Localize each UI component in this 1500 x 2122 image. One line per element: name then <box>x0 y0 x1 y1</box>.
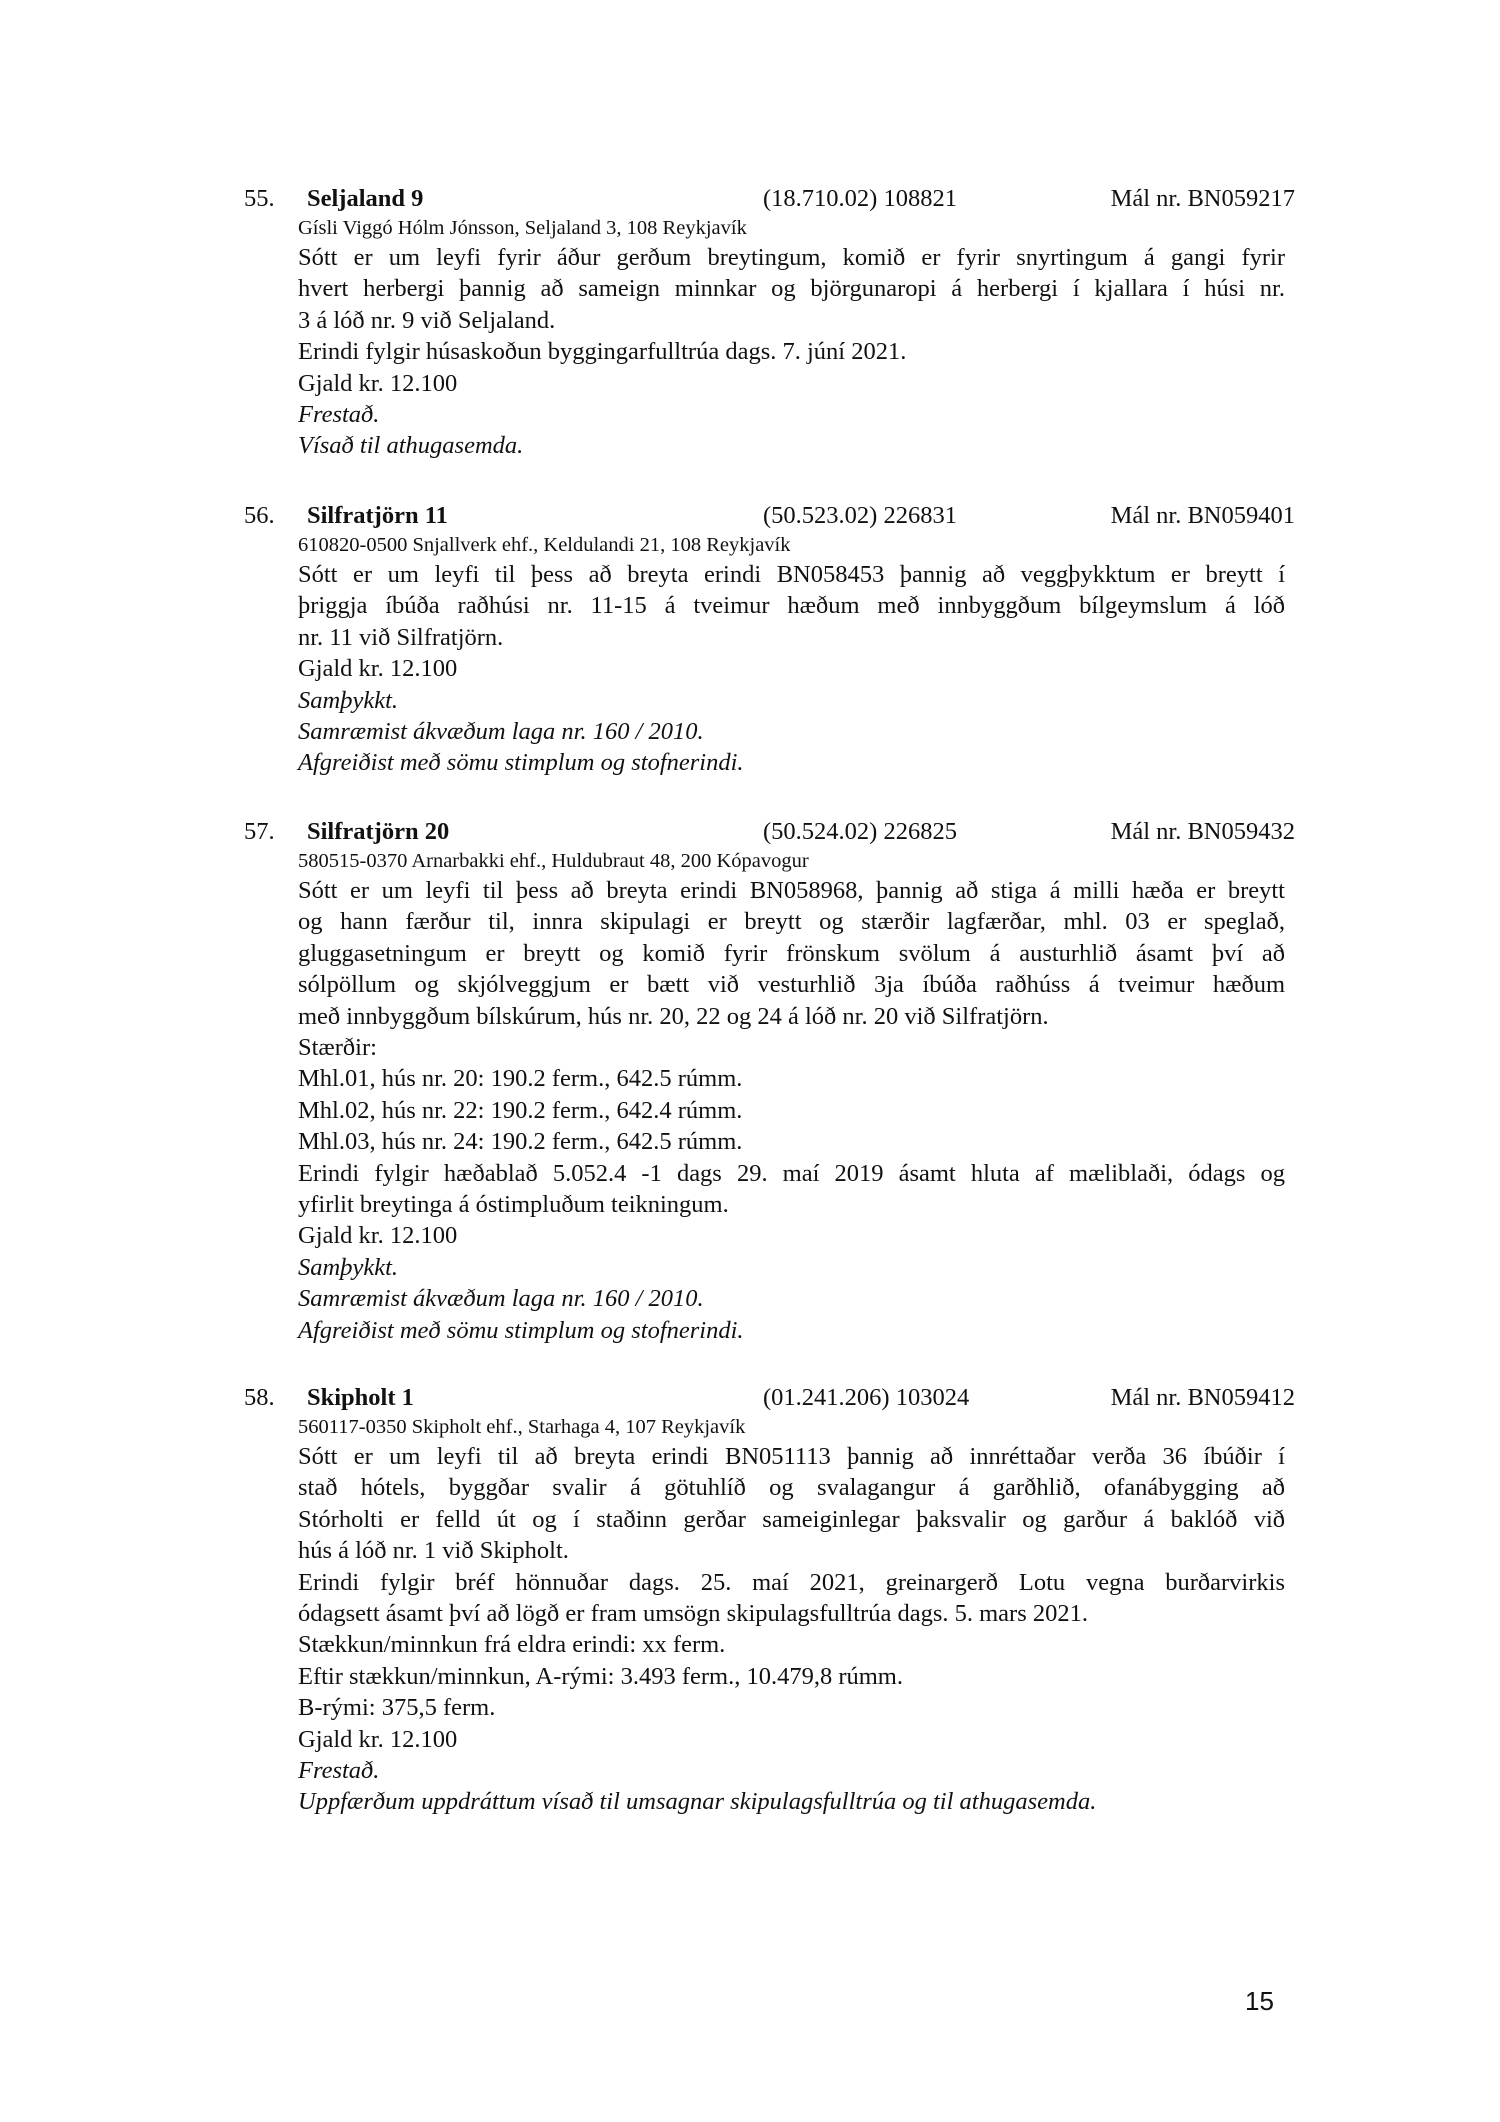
body-line: gluggasetningum er breytt og komið fyrir frönskum svölum á austurhlið ásamt því að <box>298 939 1285 967</box>
body-line: hús á lóð nr. 1 við Skipholt. <box>298 1537 569 1565</box>
entry-title: Seljaland 9 <box>307 185 424 212</box>
decision-line: Afgreiðist með sömu stimplum og stofnerindi. <box>298 1316 744 1344</box>
land-number: (18.710.02) 108821 <box>763 185 957 212</box>
case-number: Mál nr. BN059217 <box>1110 185 1295 212</box>
body-line: Sótt er um leyfi til þess að breyta erindi BN058453 þannig að veggþykktum er breytt í <box>298 561 1285 588</box>
entry-number: 58. <box>244 1384 275 1411</box>
entry-55 <box>0 183 1500 462</box>
entry-56 <box>0 500 1500 779</box>
entry-header <box>0 1382 1500 1414</box>
decision-line: Samræmist ákvæðum laga nr. 160 / 2010. <box>298 1285 704 1313</box>
size-line: Eftir stækkun/minnkun, A-rými: 3.493 ferm., 10.479,8 rúmm. <box>298 1662 903 1690</box>
fee-line: Gjald kr. 12.100 <box>298 1725 458 1753</box>
body-line: með innbyggðum bílskúrum, hús nr. 20, 22 og 24 á lóð nr. 20 við Silfratjörn. <box>298 1002 1049 1030</box>
decision-line: Frestað. <box>298 401 380 429</box>
applicant: 580515-0370 Arnarbakki ehf., Huldubraut 48, 200 Kópavogur <box>298 850 809 872</box>
body-line: yfirlit breytinga á óstimpluðum teikningum. <box>298 1191 729 1219</box>
body-line: sólpöllum og skjólveggjum er bætt við vesturhlið 3ja íbúða raðhúss á tveimur hæðum <box>298 971 1285 999</box>
land-number: (50.524.02) 226825 <box>763 818 957 845</box>
applicant: Gísli Viggó Hólm Jónsson, Seljaland 3, 108 Reykjavík <box>298 217 747 239</box>
fee-line: Gjald kr. 12.100 <box>298 655 458 683</box>
decision-line: Vísað til athugasemda. <box>298 432 524 460</box>
entry-57 <box>0 816 1500 1346</box>
entry-header <box>0 183 1500 215</box>
entry-title: Silfratjörn 20 <box>307 818 450 845</box>
size-line: B-rými: 375,5 ferm. <box>298 1694 496 1722</box>
case-number: Mál nr. BN059412 <box>1110 1384 1295 1411</box>
size-line: Mhl.02, hús nr. 22: 190.2 ferm., 642.4 rúmm. <box>298 1096 743 1124</box>
decision-line: Afgreiðist með sömu stimplum og stofnerindi. <box>298 749 744 777</box>
body-line: Erindi fylgir húsaskoðun byggingarfulltrúa dags. 7. júní 2021. <box>298 338 907 366</box>
page-number: 15 <box>1245 1986 1274 2016</box>
body-line: og hann færður til, innra skipulagi er breytt og stærðir lagfærðar, mhl. 03 er speglað, <box>298 908 1285 936</box>
land-number: (01.241.206) 103024 <box>763 1384 970 1411</box>
decision-line: Samræmist ákvæðum laga nr. 160 / 2010. <box>298 718 704 746</box>
applicant: 610820-0500 Snjallverk ehf., Keldulandi 21, 108 Reykjavík <box>298 534 791 556</box>
entry-title: Skipholt 1 <box>307 1384 414 1411</box>
fee-line: Gjald kr. 12.100 <box>298 369 458 397</box>
entry-header <box>0 500 1500 532</box>
entry-number: 56. <box>244 502 275 529</box>
entry-title: Silfratjörn 11 <box>307 502 448 529</box>
size-line: Mhl.01, hús nr. 20: 190.2 ferm., 642.5 rúmm. <box>298 1065 743 1093</box>
body-line: 3 á lóð nr. 9 við Seljaland. <box>298 306 556 334</box>
body-line: Sótt er um leyfi til þess að breyta erindi BN058968, þannig að stiga á milli hæða er breytt <box>298 877 1285 904</box>
body-line: ódagsett ásamt því að lögð er fram umsögn skipulagsfulltrúa dags. 5. mars 2021. <box>298 1600 1088 1628</box>
sizes-heading: Stærðir: <box>298 1034 377 1062</box>
entry-header <box>0 816 1500 848</box>
entry-number: 57. <box>244 818 275 845</box>
applicant: 560117-0350 Skipholt ehf., Starhaga 4, 107 Reykjavík <box>298 1416 746 1438</box>
body-line: Sótt er um leyfi til að breyta erindi BN051113 þannig að innréttaðar verða 36 íbúðir í <box>298 1443 1285 1470</box>
body-line: Erindi fylgir bréf hönnuðar dags. 25. maí 2021, greinargerð Lotu vegna burðarvirkis <box>298 1568 1285 1596</box>
body-line: þriggja íbúða raðhúsi nr. 11-15 á tveimur hæðum með innbyggðum bílgeymslum á lóð <box>298 592 1285 620</box>
entry-number: 55. <box>244 185 275 212</box>
case-number: Mál nr. BN059401 <box>1110 502 1295 529</box>
body-line: hvert herbergi þannig að sameign minnkar og björgunaropi á herbergi í kjallara í húsi nr. <box>298 275 1285 303</box>
case-number: Mál nr. BN059432 <box>1110 818 1295 845</box>
size-line: Stækkun/minnkun frá eldra erindi: xx ferm. <box>298 1631 726 1659</box>
land-number: (50.523.02) 226831 <box>763 502 957 529</box>
decision-line: Samþykkt. <box>298 1253 398 1281</box>
body-line: Stórholti er felld út og í staðinn gerðar sameiginlegar þaksvalir og garður á baklóð við <box>298 1505 1285 1533</box>
decision-line: Frestað. <box>298 1757 380 1785</box>
body-line: stað hótels, byggðar svalir á götuhlíð og svalagangur á garðhlið, ofanábygging að <box>298 1474 1285 1502</box>
entry-58 <box>0 1382 1500 1818</box>
decision-line: Uppfærðum uppdráttum vísað til umsagnar skipulagsfulltrúa og til athugasemda. <box>298 1788 1097 1816</box>
decision-line: Samþykkt. <box>298 686 398 714</box>
fee-line: Gjald kr. 12.100 <box>298 1222 458 1250</box>
size-line: Mhl.03, hús nr. 24: 190.2 ferm., 642.5 rúmm. <box>298 1128 743 1156</box>
body-line: Sótt er um leyfi fyrir áður gerðum breytingum, komið er fyrir snyrtingum á gangi fyrir <box>298 244 1285 271</box>
body-line: Erindi fylgir hæðablað 5.052.4 -1 dags 29. maí 2019 ásamt hluta af mæliblaði, ódags og <box>298 1159 1285 1187</box>
body-line: nr. 11 við Silfratjörn. <box>298 623 504 651</box>
